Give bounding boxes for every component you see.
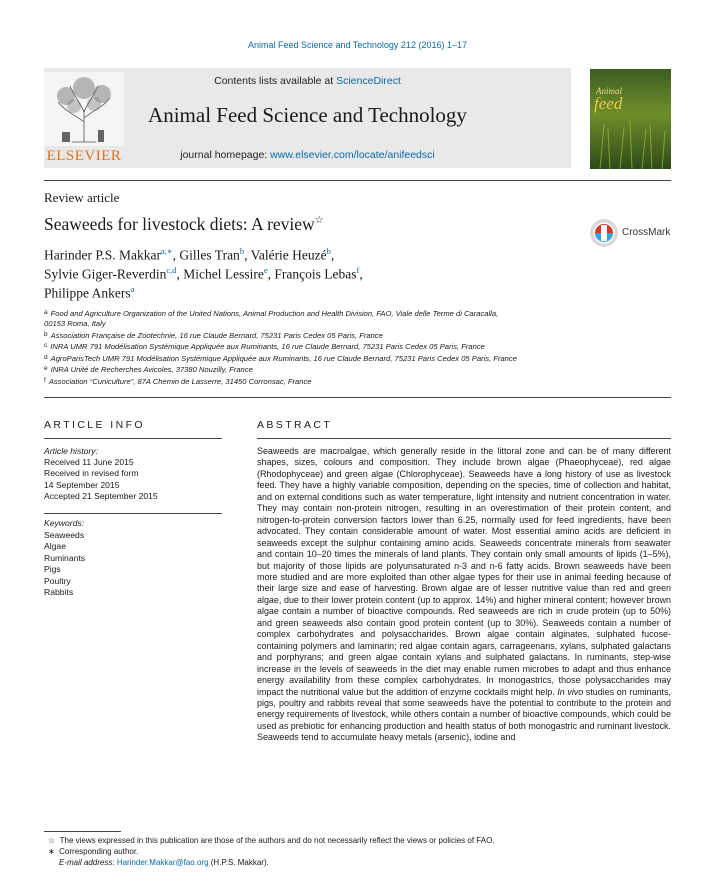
footnote-mark: ☆ [48,836,56,845]
affiliation-text: INRA UMR 791 Modélisation Systémique Appliquée aux Ruminants, 16 rue Claude Bernard, 75231 Paris Cedex 05 Paris, France [50,342,485,351]
author-affiliation-mark[interactable]: c,d [166,265,177,275]
abstract-rule [257,438,671,439]
cover-grass-art [590,69,671,169]
author-name[interactable]: Philippe Ankers [44,285,131,301]
history-item: 14 September 2015 [44,480,120,490]
article-type: Review article [44,190,120,205]
keyword-item[interactable]: Rabbits [44,587,74,597]
affiliation-item [44,353,634,364]
affiliation-key: b [44,331,48,338]
author-line-3 [44,284,134,302]
keyword-item[interactable]: Ruminants [44,553,86,563]
affiliation-key: e [44,365,48,372]
author-name[interactable]: Harinder P.S. Makkar [44,247,161,263]
article-info-divider [44,513,222,514]
email-suffix: (H.P.S. Makkar). [210,858,269,867]
affiliation-text: 00153 Roma, Italy [44,319,106,328]
title-footnote-mark[interactable]: ☆ [314,215,324,227]
footnote-disclaimer [48,835,495,846]
abstract-text: Seaweeds are macroalgae, which generally reside in the littoral zone and can be of many different shapes, sizes, colours and composition. They include brown algae (Phaeophyceae), red algae (Rhodophyceae) and green algae (Chlorophyceae). Seaweeds have a long history of use as livestock feed. They have a highly variable composition, depending on the species, time of collection and habitat, and on external conditions such as water temperature, light intensity and nutrient concentration in water. They may contain non-protein nitrogen, resulting in an overestimation of their protein content, and nitrogen-to-protein conversion factors lower than 6.25, normally used for feed ingredients, have been advocated. They contain considerable amount of water. Most essential amino acids are deficient in seaweeds except the sulphur containing amino acids. Seaweeds concentrate minerals from seawater and contain 10–20 times the minerals of land plants. They contain only small amounts of lipids (1–5%), but majority of those lipids are polyunsaturated n-3 and n-6 fatty acids. Brown seaweeds have been more studied and are more exploited than other algae types for their use in animal feeding because of their large size and ease of harvesting. Brown algae are of lesser nutritive value than red and green algae, due to their lower protein content (up to approx. 14%) and higher mineral content; however brown algae contain a number of bioactive compounds. Red seaweeds are rich in crude protein (up to 50%) and green seaweeds also contain good protein content (up to 30%). Seaweeds contain a number of complex carbohydrates and polysaccharides. Brown algae contain alginates, sulphated fucose-containing polymers and laminarin; red algae contain agars, carrageenans, xylans, sulphated galactans and porphyrans; and green algae contain xylans and sulphated galactans. In ruminants, step-wise increase in the levels of seaweeds in the diet may enable rumen microbes to adapt and thus enhance energy availability from these complex carbohydrates. In monogastrics, those polysaccharides may impact the nutritional value but the addition of enzyme cocktails might help. [257,446,671,697]
author-separator: , [267,266,275,282]
cover-title-large: feed [594,94,623,113]
affiliation-text: Food and Agriculture Organization of the United Nations, Animal Production and Health Division, FAO, Viale delle Terme di Caracalla, [50,309,499,318]
email-link[interactable]: Harinder.Makkar@fao.org [116,858,209,867]
author-separator: , [244,247,251,263]
affiliation-item [44,376,634,387]
footnote-text: Corresponding author. [59,847,139,856]
contents-prefix: Contents lists available at [214,75,337,87]
affiliation-key: d [44,354,48,361]
affiliation-key: a [44,309,48,316]
email-label: E-mail address: [59,858,115,867]
keyword-item[interactable]: Seaweeds [44,530,85,540]
keyword-item[interactable]: Pigs [44,564,61,574]
history-item: Received 11 June 2015 [44,457,134,467]
homepage-prefix: journal homepage: [180,149,271,161]
author-line-2 [44,265,363,283]
affiliation-item [44,364,634,375]
author-affiliation-mark[interactable]: a,∗ [160,246,173,256]
affiliation-item [44,319,634,329]
author-line-1 [44,246,334,264]
history-item: Accepted 21 September 2015 [44,491,158,501]
affiliation-key: c [44,342,48,349]
author-affiliation-mark[interactable]: b [326,246,331,256]
abstract-heading: ABSTRACT [257,419,333,431]
author-separator: , [172,247,180,263]
author-name[interactable]: François Lebas [274,266,357,282]
article-info-rule [44,438,222,439]
author-separator: , [359,266,363,282]
affiliation-text: INRA Unité de Recherches Avicoles, 37380 Nouzilly, France [50,365,253,374]
abstract-body [257,446,671,744]
author-affiliation-mark[interactable]: e [263,265,268,275]
keyword-item[interactable]: Poultry [44,576,71,586]
footnote-text: The views expressed in this publication are those of the authors and do not necessarily reflect the views or policies of FAO. [59,836,495,845]
footnote-corresponding [48,846,138,857]
crossmark-icon[interactable] [589,218,619,248]
journal-homepage [44,149,571,161]
footnote-email [59,857,269,868]
history-label: Article history: [44,446,98,456]
keywords-label: Keywords: [44,518,85,528]
contents-availability [44,75,571,87]
author-name[interactable]: Sylvie Giger-Reverdin [44,266,167,282]
affiliation-text: Association Française de Zootechnie, 16 rue Claude Bernard, 75231 Paris Cedex 05 Paris, France [50,331,383,340]
affiliation-text: Association “Cuniculture”, 87A Chemin de Lasserre, 31450 Corronsac, France [48,377,312,386]
author-affiliation-mark[interactable]: b [239,246,245,256]
abstract-italic-term: In vivo [557,686,584,697]
publisher-wordmark: ELSEVIER [46,148,122,164]
masthead-rule [44,180,671,181]
author-name[interactable]: Michel Lessire [183,266,264,282]
journal-name: Animal Feed Science and Technology [148,103,467,127]
section-rule [44,397,671,398]
abstract-text: studies on ruminants, pigs, poultry and rabbits reveal that some seaweeds have the potential to contribute to the protein and energy requirements of livestock, while others contain a number of bioactive compounds, which could be used as prebiotic for enhancing production and health status of both monogastric and ruminant livestock. Seaweeds tend to accumulate heavy metals (arsenic), iodine and [257,686,671,743]
sciencedirect-link[interactable]: ScienceDirect [336,75,401,87]
footnote-rule [44,831,121,832]
article-info-heading: ARTICLE INFO [44,419,145,431]
author-separator: , [330,247,335,263]
crossmark-label[interactable]: CrossMark [622,227,671,238]
journal-cover-image[interactable] [590,69,671,169]
cover-title-small: Animal [596,86,622,96]
article-title [44,214,324,235]
author-name[interactable]: Valérie Heuzé [250,247,327,263]
author-affiliation-mark[interactable]: f [356,265,360,275]
author-name[interactable]: Gilles Tran [179,247,240,263]
author-affiliation-mark[interactable]: a [130,284,135,294]
homepage-link[interactable]: www.elsevier.com/locate/anifeedsci [270,149,435,161]
title-text: Seaweeds for livestock diets: A review [44,214,315,234]
affiliation-text: AgroParisTech UMR 791 Modélisation Systémique Appliquée aux Ruminants, 16 rue Claude Bernard, 75231 Paris Cedex 05 Paris, France [50,354,517,363]
keyword-item[interactable]: Algae [44,541,66,551]
journal-citation[interactable]: Animal Feed Science and Technology 212 (2016) 1–17 [248,40,467,50]
affiliation-key: f [44,377,46,384]
history-item: Received in revised form [44,468,139,478]
affiliation-item [44,341,634,352]
affiliation-item [44,308,634,319]
footnote-mark: ∗ [48,847,55,856]
affiliation-item [44,330,634,341]
author-separator: , [176,266,184,282]
